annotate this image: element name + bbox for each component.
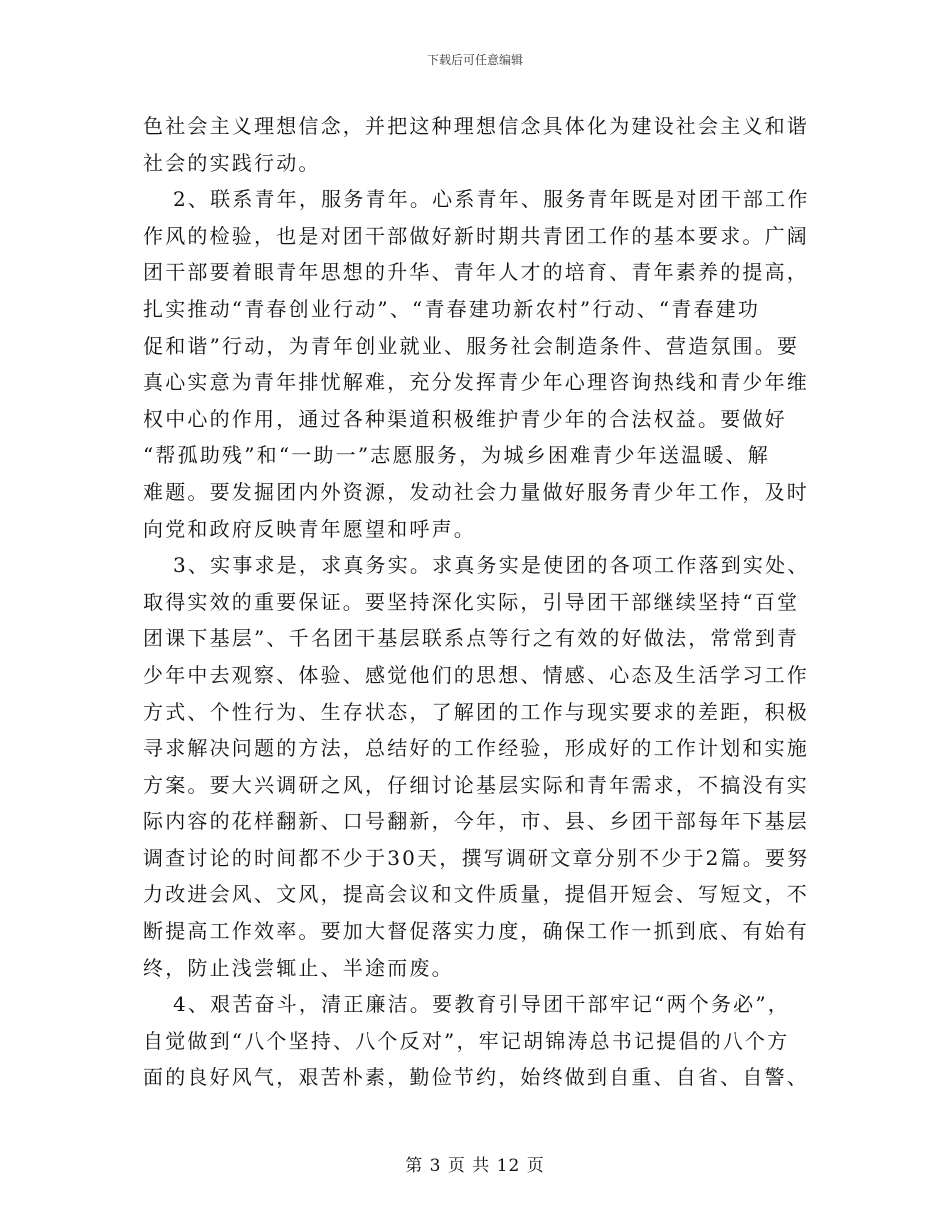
paragraph-start-line: 2、联系青年，服务青年。心系青年、服务青年既是对团干部工作 (173, 187, 810, 212)
paragraph-start-line: 3、实事求是，求真务实。求真务实是使团的各项工作落到实处、 (173, 553, 810, 578)
text-line: 难题。要发掘团内外资源，发动社会力量做好服务青少年工作，及时 (143, 479, 809, 504)
document-body (143, 108, 813, 1096)
text-line: 社会的实践行动。 (143, 150, 321, 175)
page-number-footer: 第 3 页 共 12 页 (405, 1156, 545, 1176)
text-line: 终，防止浅尝辄止、半途而废。 (143, 955, 454, 980)
text-line: 力改进会风、文风，提高会议和文件质量，提倡开短会、写短文，不 (143, 882, 809, 907)
text-line: 面的良好风气，艰苦朴素，勤俭节约，始终做到自重、自省、自警、 (143, 1065, 809, 1090)
text-line: 少年中去观察、体验、感觉他们的思想、情感、心态及生活学习工作 (143, 662, 809, 687)
text-line: 断提高工作效率。要加大督促落实力度，确保工作一抓到底、有始有 (143, 919, 809, 944)
text-line: 方式、个性行为、生存状态，了解团的工作与现实要求的差距，积极 (143, 699, 809, 724)
text-line: 团干部要着眼青年思想的升华、青年人才的培育、青年素养的提高， (143, 260, 809, 285)
text-line: “帮孤助残”和“一助一”志愿服务，为城乡困难青少年送温暖、解 (143, 443, 770, 468)
text-line: 促和谐”行动，为青年创业就业、服务社会制造条件、营造氛围。要 (143, 333, 800, 358)
page-header: 下载后可任意编辑 (426, 53, 523, 67)
text-line: 调查讨论的时间都不少于30天，撰写调研文章分别不少于2篇。要努 (143, 845, 810, 870)
text-line: 权中心的作用，通过各种渠道积极维护青少年的合法权益。要做好 (143, 406, 787, 431)
text-line: 寻求解决问题的方法，总结好的工作经验，形成好的工作计划和实施 (143, 736, 809, 761)
text-line: 自觉做到“八个坚持、八个反对”，牢记胡锦涛总书记提倡的八个方 (143, 1028, 790, 1053)
text-line: 色社会主义理想信念，并把这种理想信念具体化为建设社会主义和谐 (143, 114, 809, 138)
text-line: 际内容的花样翻新、口号翻新，今年，市、县、乡团干部每年下基层 (143, 809, 809, 834)
paragraph-start-line: 4、艰苦奋斗，清正廉洁。要教育引导团干部牢记“两个务必”， (173, 992, 790, 1017)
text-line: 真心实意为青年排忧解难，充分发挥青少年心理咨询热线和青少年维 (143, 370, 809, 395)
text-line: 作风的检验，也是对团干部做好新时期共青团工作的基本要求。广阔 (143, 223, 809, 248)
text-line: 方案。要大兴调研之风，仔细讨论基层实际和青年需求，不搞没有实 (143, 772, 809, 797)
text-line: 取得实效的重要保证。要坚持深化实际，引导团干部继续坚持“百堂 (143, 589, 800, 614)
text-line: 团课下基层”、千名团干基层联系点等行之有效的好做法，常常到青 (143, 626, 800, 651)
text-line: 向党和政府反映青年愿望和呼声。 (143, 516, 476, 541)
text-line: 扎实推动“青春创业行动”、“青春建功新农村”行动、“青春建功 (143, 296, 761, 321)
